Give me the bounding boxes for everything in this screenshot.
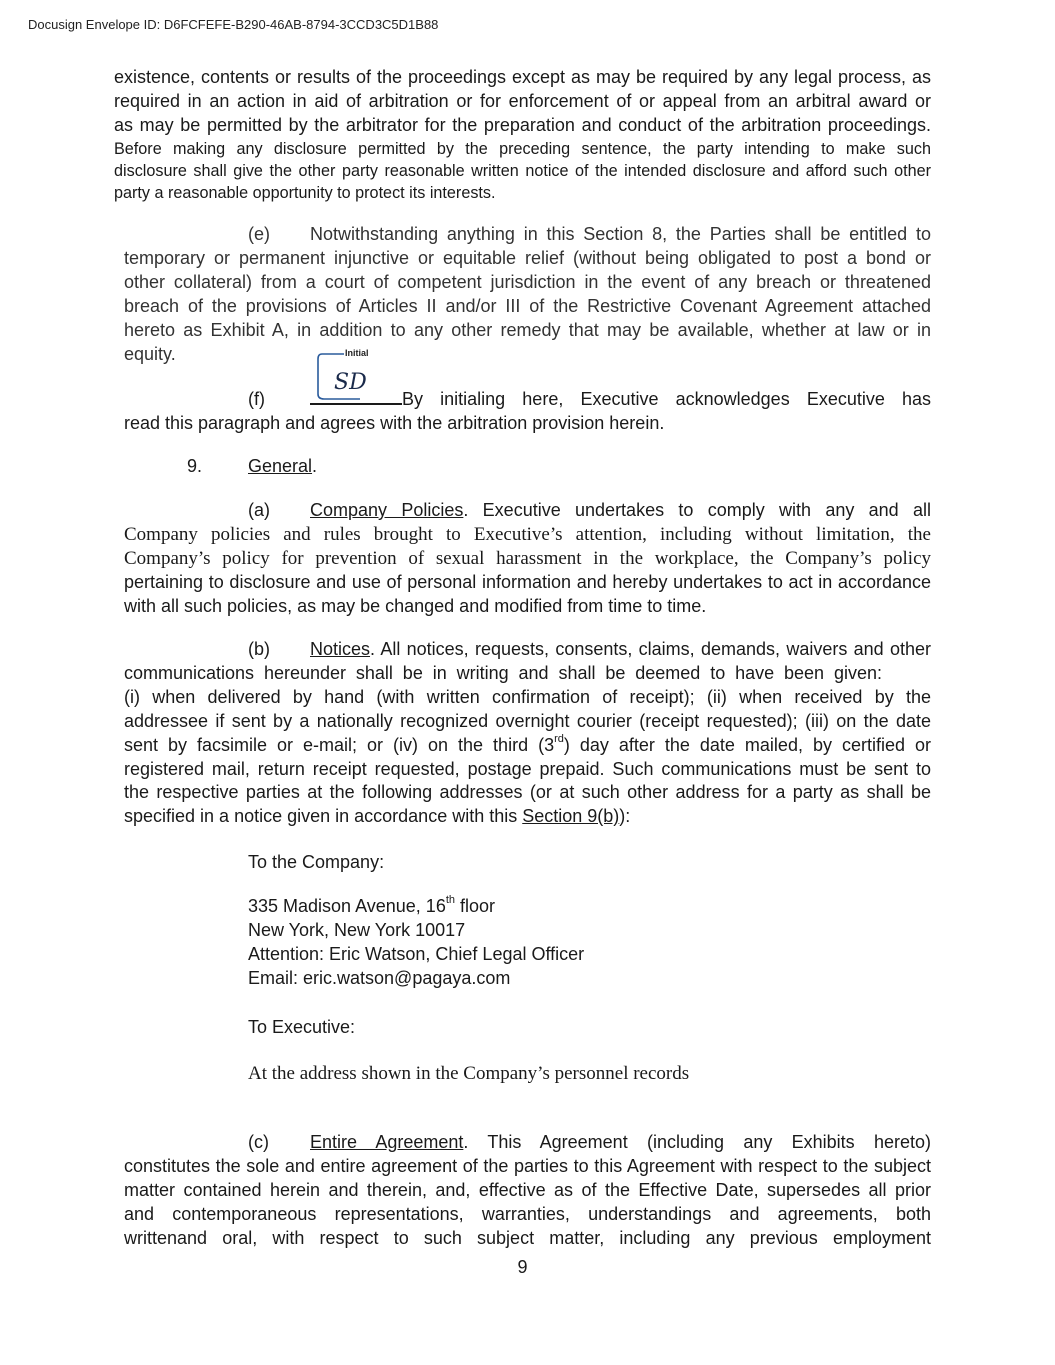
text-line: Company’s policy for prevention of sexual harassment in the workplace, the Company’s policy [124, 547, 931, 569]
section-title: General [248, 456, 313, 476]
text-line [124, 734, 931, 758]
notice-line-part: ): [619, 806, 631, 827]
text-line: Before making any disclosure permitted by the preceding sentence, the party intending to make such [114, 139, 931, 158]
text-line [124, 805, 931, 829]
text-line: required in an action in aid of arbitration or for enforcement of or appeal from an arbitral award or [114, 90, 931, 111]
docusign-envelope-id: Docusign Envelope ID: D6FCFEFE-B290-46AB-8794-3CCD3C5D1B88 [28, 17, 439, 32]
section-reference: Section 9(b) [522, 806, 620, 827]
text-line: party a reasonable opportunity to protect its interests. [114, 183, 496, 202]
text-line [124, 1131, 931, 1155]
company-city: New York, New York 10017 [248, 920, 466, 940]
text-line: communications hereunder shall be in writing and shall be deemed to have been given: [124, 662, 882, 683]
text-line: temporary or permanent injunctive or equitable relief (without being obligated to post a bond or [124, 247, 931, 268]
paragraph-marker: (f) [248, 389, 265, 409]
paragraph-f-first-line: By initialing here, Executive acknowledges Executive has [402, 389, 931, 409]
paragraph-e [124, 223, 931, 366]
paragraph-marker: (b) [248, 639, 270, 659]
ordinal-superscript: rd [554, 732, 564, 745]
paragraph-a-first-line: . Executive undertakes to comply with any and all [463, 500, 931, 520]
text-line [124, 223, 931, 247]
text-line: existence, contents or results of the proceedings except as may be required by any legal process, as [114, 67, 931, 87]
text-line: other collateral) from a court of competent jurisdiction in the event of any breach or threatened [124, 271, 931, 292]
text-line: constitutes the sole and entire agreement of the parties to this Agreement with respect to the subject [124, 1155, 931, 1176]
text-line: read this paragraph and agrees with the arbitration provision herein. [124, 412, 665, 433]
paragraph-a-company-policies [124, 499, 931, 619]
text-line: with all such policies, as may be changed and modified from time to time. [124, 595, 707, 616]
text-line [124, 638, 931, 662]
section-9-heading [187, 455, 487, 479]
text-line: and contemporaneous representations, warranties, understandings and agreements, both [124, 1203, 931, 1224]
text-line: breach of the provisions of Articles II and/or III of the Restrictive Covenant Agreement attached [124, 295, 931, 316]
street-part: 335 Madison Avenue, 16 [248, 896, 446, 916]
text-line: as may be permitted by the arbitrator for the preparation and conduct of the arbitration proceedings. [114, 114, 931, 135]
text-line: registered mail, return receipt requested, postage prepaid. Such communications must be sent to [124, 758, 931, 779]
text-line: pertaining to disclosure and use of personal information and hereby undertakes to act in accordance [124, 571, 931, 592]
text-line [124, 499, 931, 523]
text-line: addressee if sent by a nationally recognized overnight courier (receipt requested); (iii) on the date [124, 710, 931, 731]
text-line: matter contained herein and therein, and, effective as of the Effective Date, supersedes all prior [124, 1179, 931, 1200]
paragraph-marker: (c) [248, 1132, 269, 1152]
paragraph-heading: Notices [310, 639, 371, 659]
ordinal-superscript: th [445, 894, 456, 906]
company-street [248, 894, 584, 918]
text-line: writtenand oral, with respect to such subject matter, including any previous employment [124, 1227, 931, 1248]
arbitration-confidentiality-paragraph [114, 66, 931, 204]
executive-address-label: To Executive: [248, 1017, 356, 1037]
section-title-period: . [312, 456, 318, 476]
text-line [124, 388, 931, 412]
paragraph-marker: (e) [248, 224, 270, 244]
street-part: floor [455, 896, 496, 916]
paragraph-e-first-line: Notwithstanding anything in this Section 8, the Parties shall be entitled to [310, 224, 931, 244]
company-attention: Attention: Eric Watson, Chief Legal Officer [248, 944, 585, 964]
initial-signature-mark: SD [334, 370, 367, 395]
company-address-label: To the Company: [248, 852, 385, 872]
section-number: 9. [187, 456, 203, 476]
company-email: Email: eric.watson@pagaya.com [248, 968, 511, 988]
text-line: Company policies and rules brought to Executive’s attention, including without limitation, the [124, 523, 931, 545]
paragraph-heading: Entire Agreement [310, 1132, 464, 1152]
initial-field-label: Initial [345, 348, 369, 358]
notice-line-part: ) day after the date mailed, by certified or [563, 734, 931, 755]
text-line: equity. [124, 343, 176, 364]
initial-blank-line [310, 389, 402, 405]
page-number: 9 [517, 1257, 528, 1277]
text-line: (i) when delivered by hand (with written confirmation of receipt); (ii) when received by the [124, 686, 931, 707]
paragraph-heading: Company Policies [310, 500, 464, 520]
executive-address: At the address shown in the Company’s personnel records [248, 1063, 690, 1084]
paragraph-f [124, 388, 931, 436]
company-address-block [248, 894, 584, 990]
notice-line-part: sent by facsimile or e-mail; or (iv) on the third (3 [124, 734, 555, 755]
paragraph-b-notices [124, 638, 931, 829]
text-line: hereto as Exhibit A, in addition to any other remedy that may be available, whether at law or in [124, 319, 931, 340]
paragraph-b-first-line: . All notices, requests, consents, claims, demands, waivers and other [370, 639, 931, 659]
paragraph-marker: (a) [248, 500, 270, 520]
paragraph-c-first-line: . This Agreement (including any Exhibits hereto) [463, 1132, 931, 1152]
notice-line-part: specified in a notice given in accordance with this [124, 806, 523, 827]
paragraph-c-entire-agreement [124, 1131, 931, 1251]
text-line: disclosure shall give the other party reasonable written notice of the intended disclosure and afford such other [114, 161, 931, 180]
text-line: the respective parties at the following addresses (or at such other address for a party as shall be [124, 782, 931, 803]
